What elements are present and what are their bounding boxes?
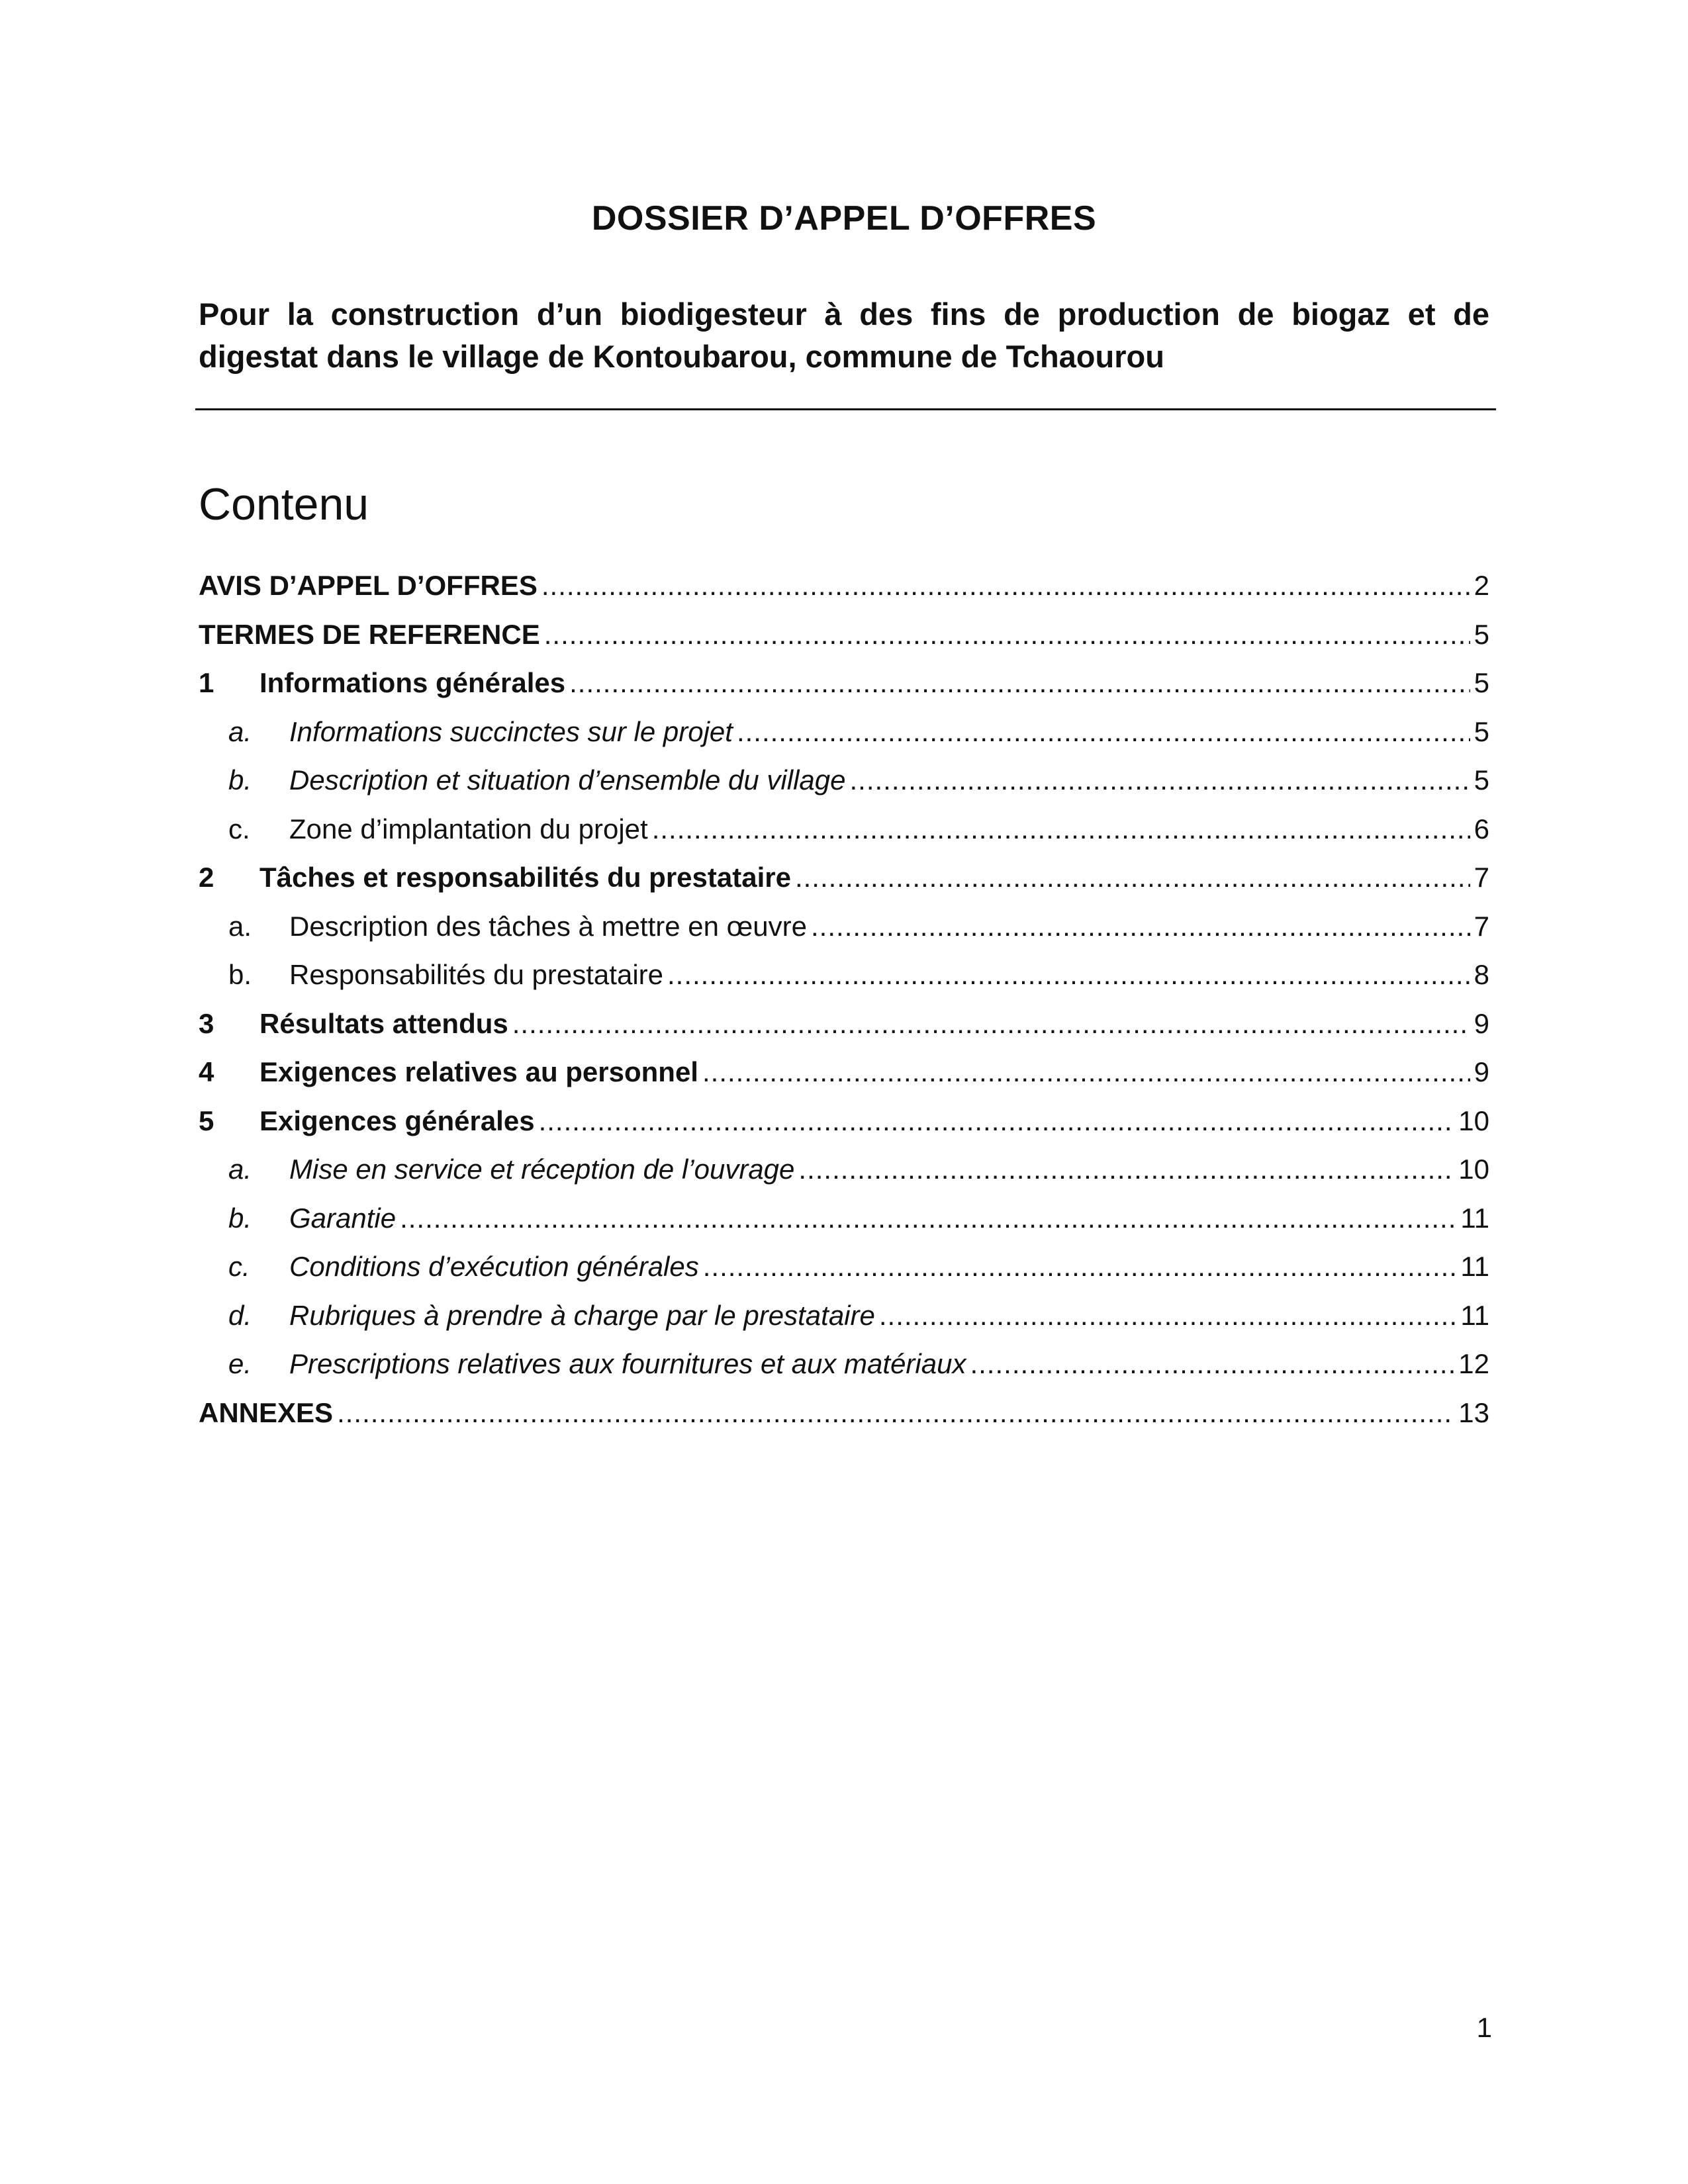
toc-entry-section-5e[interactable] (199, 1340, 1489, 1388)
dot-leader (400, 1194, 1456, 1243)
dot-leader (569, 659, 1470, 707)
document-subtitle: Pour la construction d’un biodigesteur à des fins de production de biogaz et de digestat dans le village de Kontoubarou, commune de Tchaourou (199, 296, 1489, 374)
toc-entry-section-2a[interactable] (199, 902, 1489, 951)
dot-leader (652, 805, 1470, 854)
toc-entry-page: 13 (1458, 1396, 1489, 1428)
toc-entry-section-1c[interactable] (199, 805, 1489, 854)
toc-entry-section-1[interactable] (199, 659, 1489, 707)
toc-entry-title: Mise en service et réception de l’ouvrage (289, 1154, 795, 1185)
toc-heading: Contenu (199, 479, 369, 529)
toc-entry-number: 5 (199, 1105, 214, 1136)
toc-entry-title: Zone d’implantation du projet (289, 813, 648, 844)
toc-entry-number: a. (228, 1154, 252, 1185)
toc-entry-page: 11 (1460, 1202, 1489, 1234)
toc-entry-page: 10 (1458, 1105, 1489, 1136)
toc-entry-number: a. (228, 910, 252, 942)
toc-entry-number: e. (228, 1348, 252, 1379)
toc-entry-title: Prescriptions relatives aux fournitures et aux matériaux (289, 1348, 966, 1379)
toc-entry-section-2[interactable] (199, 853, 1489, 902)
toc-entry-section-5[interactable] (199, 1097, 1489, 1146)
dot-leader (879, 1291, 1457, 1340)
toc-entry-page: 5 (1474, 618, 1489, 650)
toc-entry-page: 11 (1460, 1251, 1489, 1282)
toc-entry-number: b. (228, 959, 252, 990)
toc-entry-number: 4 (199, 1056, 214, 1087)
toc-entry-page: 7 (1474, 862, 1489, 893)
toc-entry-number: b. (228, 764, 252, 796)
table-of-contents (199, 561, 1489, 1437)
toc-entry-page: 8 (1474, 959, 1489, 990)
dot-leader (512, 999, 1470, 1048)
toc-entry-page: 9 (1474, 1007, 1489, 1039)
dot-leader (970, 1340, 1454, 1388)
toc-entry-title: AVIS D’APPEL D’OFFRES (199, 570, 538, 601)
toc-entry-section-5d[interactable] (199, 1291, 1489, 1340)
dot-leader (702, 1048, 1470, 1097)
toc-entry-title: ANNEXES (199, 1396, 334, 1428)
toc-entry-number: d. (228, 1299, 252, 1331)
toc-entry-termes[interactable] (199, 610, 1489, 659)
toc-entry-page: 5 (1474, 764, 1489, 796)
toc-entry-section-1b[interactable] (199, 756, 1489, 805)
toc-entry-section-3[interactable] (199, 999, 1489, 1048)
dot-leader (539, 1097, 1455, 1146)
toc-entry-section-5b[interactable] (199, 1194, 1489, 1243)
dot-leader (544, 610, 1470, 659)
dot-leader (795, 853, 1470, 902)
toc-entry-section-5a[interactable] (199, 1145, 1489, 1194)
toc-entry-number: b. (228, 1202, 252, 1234)
dot-leader (811, 902, 1470, 951)
toc-entry-section-5c[interactable] (199, 1242, 1489, 1291)
dot-leader (737, 707, 1470, 756)
dot-leader (703, 1242, 1457, 1291)
toc-entry-section-1a[interactable] (199, 707, 1489, 756)
toc-entry-title: Conditions d’exécution générales (289, 1251, 699, 1282)
toc-entry-avis[interactable] (199, 561, 1489, 610)
toc-entry-page: 5 (1474, 715, 1489, 747)
toc-entry-page: 7 (1474, 910, 1489, 942)
toc-entry-title: TERMES DE REFERENCE (199, 618, 540, 650)
toc-entry-title: Responsabilités du prestataire (289, 959, 663, 990)
toc-entry-number: c. (228, 1251, 250, 1282)
dot-leader (849, 756, 1470, 805)
toc-entry-title: Description et situation d’ensemble du village (289, 764, 846, 796)
page-number: 1 (1476, 2012, 1492, 2043)
toc-entry-page: 2 (1474, 570, 1489, 601)
document-title: DOSSIER D’APPEL D’OFFRES (591, 199, 1097, 238)
toc-entry-title: Description des tâches à mettre en œuvre (289, 910, 808, 942)
toc-entry-title: Tâches et responsabilités du prestataire (259, 862, 791, 893)
toc-entry-page: 11 (1460, 1299, 1489, 1331)
toc-entry-number: c. (228, 813, 250, 844)
toc-entry-title: Exigences générales (259, 1105, 535, 1136)
toc-entry-title: Informations succinctes sur le projet (289, 715, 733, 747)
dot-leader (337, 1388, 1454, 1437)
toc-entry-page: 9 (1474, 1056, 1489, 1087)
dot-leader (667, 950, 1470, 999)
toc-entry-section-2b[interactable] (199, 950, 1489, 999)
toc-entry-title: Résultats attendus (259, 1007, 508, 1039)
toc-entry-number: 1 (199, 667, 214, 698)
horizontal-rule (195, 408, 1496, 410)
toc-entry-annexes[interactable] (199, 1388, 1489, 1437)
toc-entry-page: 12 (1458, 1348, 1489, 1379)
toc-entry-page: 6 (1474, 813, 1489, 844)
toc-entry-title: Exigences relatives au personnel (259, 1056, 698, 1087)
dot-leader (798, 1145, 1454, 1194)
toc-entry-title: Informations générales (259, 667, 566, 698)
dot-leader (541, 561, 1470, 610)
toc-entry-number: 3 (199, 1007, 214, 1039)
toc-entry-title: Garantie (289, 1202, 397, 1234)
toc-entry-number: a. (228, 715, 252, 747)
toc-entry-page: 10 (1458, 1154, 1489, 1185)
toc-entry-title: Rubriques à prendre à charge par le prestataire (289, 1299, 875, 1331)
toc-entry-number: 2 (199, 862, 214, 893)
toc-entry-section-4[interactable] (199, 1048, 1489, 1097)
toc-entry-page: 5 (1474, 667, 1489, 698)
